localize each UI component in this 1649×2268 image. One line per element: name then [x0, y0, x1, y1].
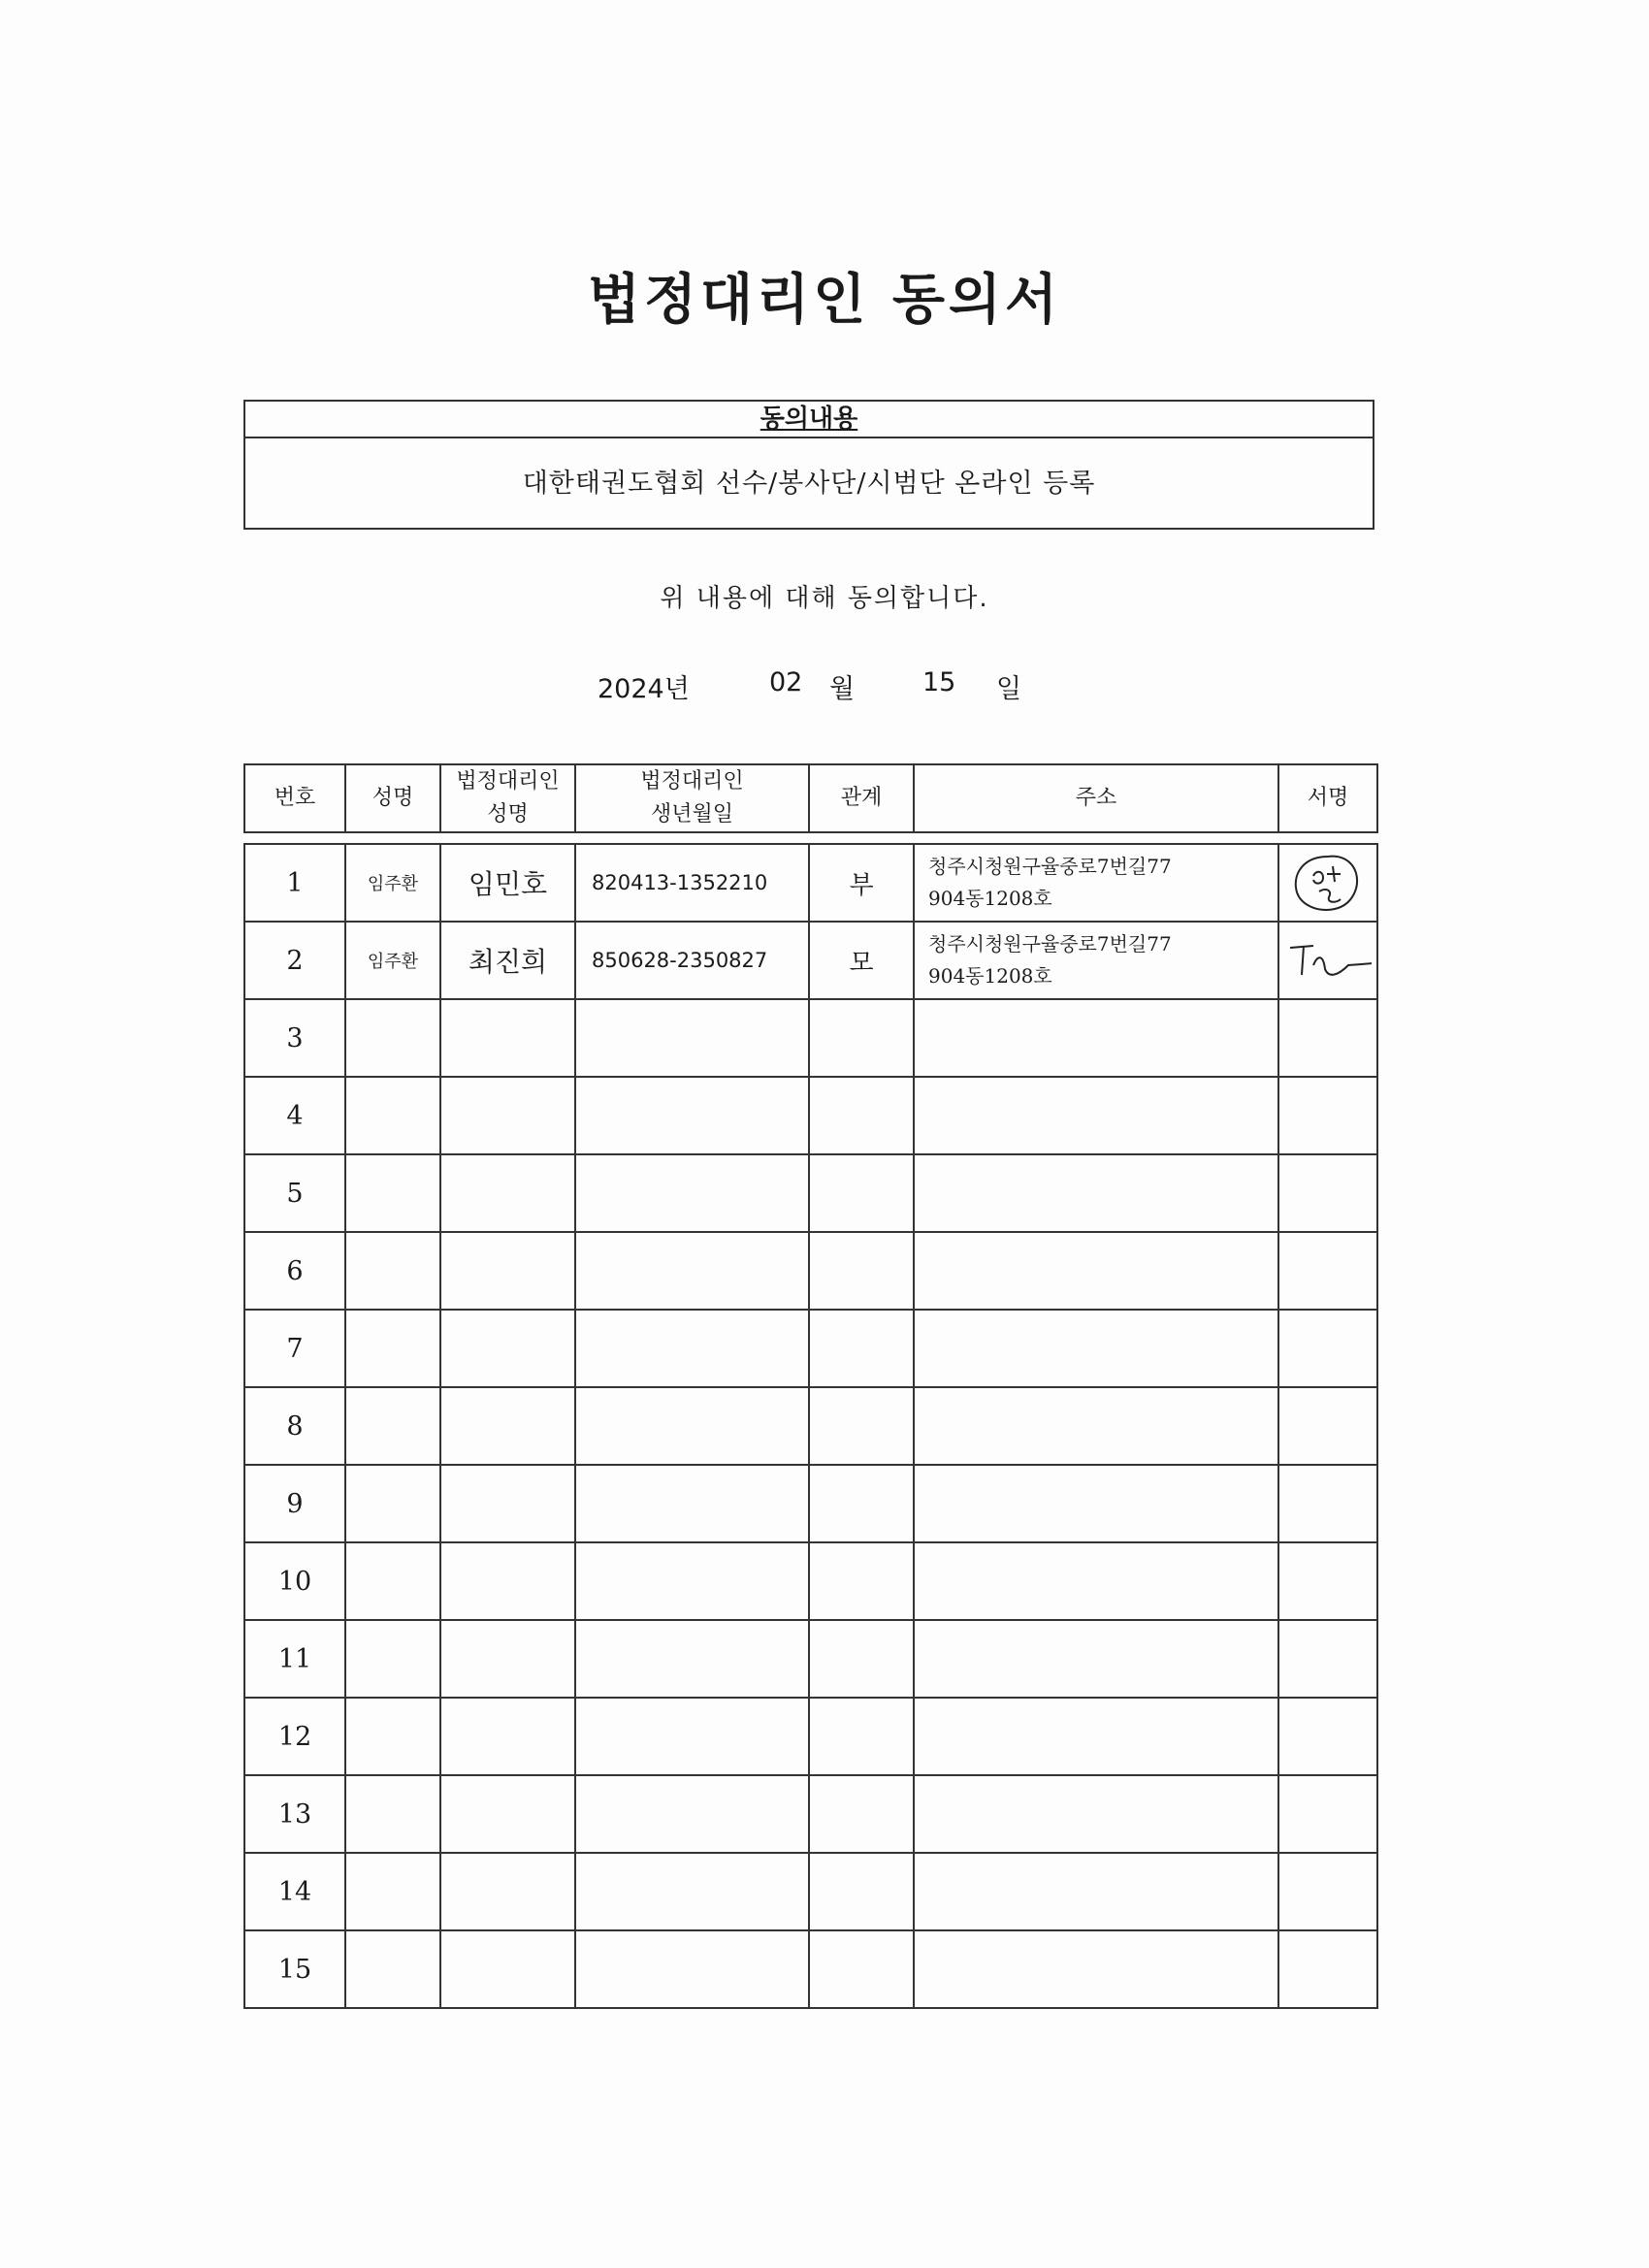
row-number: 2 [244, 922, 345, 999]
table-row [244, 1620, 1377, 1698]
consent-header [245, 402, 1373, 438]
row-relation: 모 [809, 922, 914, 999]
row-number: 14 [244, 1853, 345, 1930]
row-relation [809, 1387, 914, 1465]
row-name [345, 1698, 440, 1775]
date-year: 2024년 [598, 674, 690, 704]
row-number: 4 [244, 1077, 345, 1154]
table-row [244, 1542, 1377, 1620]
row-address [914, 1232, 1278, 1310]
row-rep-name [440, 1154, 575, 1232]
row-address [914, 922, 1278, 999]
row-name [345, 1154, 440, 1232]
row-relation [809, 1232, 914, 1310]
row-name [345, 1077, 440, 1154]
row-signature [1278, 1154, 1377, 1232]
date-month: 02 [769, 667, 803, 697]
row-signature [1278, 1387, 1377, 1465]
row-rep-name [440, 1775, 575, 1853]
row-address [914, 1930, 1278, 2008]
table-row [244, 844, 1377, 922]
row-signature [1278, 844, 1377, 922]
row-address [914, 1698, 1278, 1775]
table-row [244, 1465, 1377, 1542]
row-rep-name [440, 999, 575, 1077]
row-relation [809, 999, 914, 1077]
row-number: 7 [244, 1310, 345, 1387]
row-number: 15 [244, 1930, 345, 2008]
row-signature [1278, 922, 1377, 999]
row-signature [1278, 1310, 1377, 1387]
row-address [914, 1465, 1278, 1542]
signature-circle-icon [1284, 849, 1372, 917]
date-month-unit: 월 [829, 674, 856, 704]
row-address-line2: 904동1208호 [928, 964, 1052, 988]
row-address [914, 844, 1278, 922]
row-rep-birth [575, 1698, 809, 1775]
row-relation [809, 1077, 914, 1154]
header-rep-birth-line2: 생년월일 [650, 802, 733, 826]
header-rep-birth [575, 764, 809, 832]
row-rep-birth: 820413-1352210 [575, 844, 809, 922]
header-rep-birth-line1: 법정대리인 [640, 769, 744, 794]
row-rep-birth [575, 999, 809, 1077]
row-number: 13 [244, 1775, 345, 1853]
row-name: 임주환 [345, 922, 440, 999]
row-address [914, 1853, 1278, 1930]
table-row [244, 1232, 1377, 1310]
table-row [244, 1698, 1377, 1775]
row-name [345, 1775, 440, 1853]
row-signature [1278, 1077, 1377, 1154]
signature-stroke-icon [1284, 926, 1372, 994]
row-name [345, 1930, 440, 2008]
row-relation [809, 1465, 914, 1542]
row-relation [809, 1698, 914, 1775]
table-row [244, 999, 1377, 1077]
row-address [914, 1154, 1278, 1232]
row-rep-birth: 850628-2350827 [575, 922, 809, 999]
row-rep-name [440, 1077, 575, 1154]
table-row [244, 1775, 1377, 1853]
row-relation [809, 1853, 914, 1930]
row-name [345, 1542, 440, 1620]
header-address: 주소 [914, 764, 1278, 832]
row-address [914, 1775, 1278, 1853]
row-name [345, 999, 440, 1077]
row-name: 임주환 [345, 844, 440, 922]
consent-box [243, 400, 1374, 530]
row-rep-birth [575, 1620, 809, 1698]
row-rep-birth [575, 1310, 809, 1387]
row-rep-name [440, 1620, 575, 1698]
date-day-unit: 일 [996, 674, 1022, 704]
row-signature [1278, 1542, 1377, 1620]
row-signature [1278, 999, 1377, 1077]
row-number: 11 [244, 1620, 345, 1698]
row-address-line1: 청주시청원구율중로7번길77 [928, 855, 1172, 878]
row-signature [1278, 1232, 1377, 1310]
row-rep-name [440, 1542, 575, 1620]
row-signature [1278, 1775, 1377, 1853]
row-address-line1: 청주시청원구율중로7번길77 [928, 932, 1172, 956]
row-rep-birth [575, 1465, 809, 1542]
row-address [914, 1542, 1278, 1620]
table-header [243, 763, 1378, 833]
row-address-line2: 904동1208호 [928, 887, 1052, 910]
document-title: 법정대리인 동의서 [587, 269, 1062, 332]
row-number: 9 [244, 1465, 345, 1542]
row-relation: 부 [809, 844, 914, 922]
consent-text: 대한태권도협회 선수/봉사단/시범단 온라인 등록 [522, 469, 1096, 499]
row-rep-birth [575, 1930, 809, 2008]
row-number: 1 [244, 844, 345, 922]
header-rep-name-line2: 성명 [487, 802, 529, 826]
header-name: 성명 [345, 764, 440, 832]
row-number: 3 [244, 999, 345, 1077]
consent-header-label: 동의내용 [760, 405, 858, 434]
table-row [244, 1310, 1377, 1387]
header-relation: 관계 [809, 764, 914, 832]
date-day: 15 [922, 667, 956, 697]
row-signature [1278, 1465, 1377, 1542]
header-rep-name [440, 764, 575, 832]
row-name [345, 1853, 440, 1930]
row-address [914, 1077, 1278, 1154]
row-name [345, 1232, 440, 1310]
row-relation [809, 1930, 914, 2008]
row-number: 12 [244, 1698, 345, 1775]
row-rep-birth [575, 1154, 809, 1232]
row-rep-name [440, 1853, 575, 1930]
row-address [914, 999, 1278, 1077]
row-name [345, 1387, 440, 1465]
row-rep-name [440, 1387, 575, 1465]
table-row [244, 1154, 1377, 1232]
row-rep-birth [575, 1853, 809, 1930]
row-rep-birth [575, 1232, 809, 1310]
header-signature: 서명 [1278, 764, 1377, 832]
header-rep-name-line1: 법정대리인 [456, 769, 560, 794]
table-row [244, 1387, 1377, 1465]
table-row [244, 1930, 1377, 2008]
row-signature [1278, 1620, 1377, 1698]
agree-statement: 위 내용에 대해 동의합니다. [660, 584, 989, 613]
row-rep-birth [575, 1387, 809, 1465]
row-rep-birth [575, 1775, 809, 1853]
row-rep-name [440, 1465, 575, 1542]
table-row [244, 922, 1377, 999]
table-row [244, 1077, 1377, 1154]
row-number: 8 [244, 1387, 345, 1465]
row-rep-name [440, 1698, 575, 1775]
row-address [914, 1310, 1278, 1387]
row-rep-name [440, 1232, 575, 1310]
row-name [345, 1465, 440, 1542]
row-relation [809, 1542, 914, 1620]
row-rep-name [440, 1930, 575, 2008]
row-rep-name [440, 1310, 575, 1387]
row-address [914, 1387, 1278, 1465]
table-row [244, 1853, 1377, 1930]
row-relation [809, 1775, 914, 1853]
consent-table [243, 843, 1378, 2009]
row-address [914, 1620, 1278, 1698]
row-number: 6 [244, 1232, 345, 1310]
row-signature [1278, 1853, 1377, 1930]
row-signature [1278, 1930, 1377, 2008]
row-name [345, 1620, 440, 1698]
row-rep-birth [575, 1542, 809, 1620]
row-relation [809, 1310, 914, 1387]
row-signature [1278, 1698, 1377, 1775]
row-name [345, 1310, 440, 1387]
header-no: 번호 [244, 764, 345, 832]
row-relation [809, 1620, 914, 1698]
row-rep-name: 최진희 [440, 922, 575, 999]
row-relation [809, 1154, 914, 1232]
row-rep-name: 임민호 [440, 844, 575, 922]
row-number: 5 [244, 1154, 345, 1232]
row-rep-birth [575, 1077, 809, 1154]
row-number: 10 [244, 1542, 345, 1620]
